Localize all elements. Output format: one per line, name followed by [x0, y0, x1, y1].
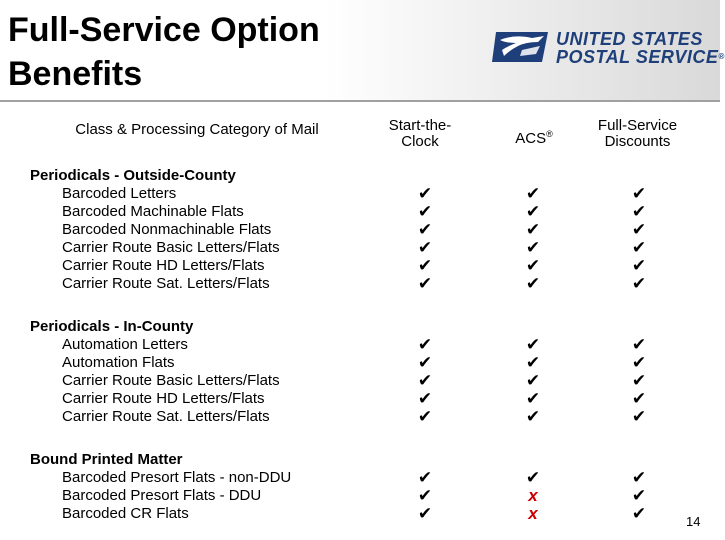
check-mark: ✔ — [631, 184, 647, 203]
check-mark: ✔ — [631, 202, 647, 221]
check-mark: ✔ — [417, 504, 433, 523]
row-label: Barcoded CR Flats — [62, 505, 189, 522]
check-mark: ✔ — [631, 220, 647, 239]
check-mark: ✔ — [525, 407, 541, 426]
column-header-start-the-clock-line2: Clock — [401, 133, 439, 150]
check-mark: ✔ — [417, 389, 433, 408]
row-label: Carrier Route HD Letters/Flats — [62, 390, 265, 407]
check-mark: ✔ — [525, 184, 541, 203]
check-mark: ✔ — [417, 371, 433, 390]
row-label: Automation Flats — [62, 354, 175, 371]
check-mark: ✔ — [631, 335, 647, 354]
column-header-full-service-line1: Full-Service — [597, 117, 678, 134]
acs-registered-mark: ® — [546, 129, 553, 139]
check-mark: ✔ — [631, 274, 647, 293]
check-mark: ✔ — [631, 256, 647, 275]
row-label: Barcoded Presort Flats - non-DDU — [62, 469, 292, 486]
check-mark: ✔ — [525, 468, 541, 487]
check-mark: ✔ — [525, 389, 541, 408]
group-title: Bound Printed Matter — [30, 451, 183, 468]
row-label: Barcoded Nonmachinable Flats — [62, 221, 272, 238]
check-mark: ✔ — [417, 335, 433, 354]
row-label: Barcoded Presort Flats - DDU — [62, 487, 262, 504]
group-periodicals-in-county — [30, 318, 280, 425]
check-mark: ✔ — [631, 353, 647, 372]
column-header-class: Class & Processing Category of Mail — [75, 121, 319, 138]
eagle-icon — [492, 28, 550, 66]
logo-line2: POSTAL SERVICE® — [556, 47, 725, 67]
check-mark: ✔ — [631, 504, 647, 523]
check-mark: ✔ — [631, 407, 647, 426]
check-mark: ✔ — [631, 371, 647, 390]
x-mark: x — [528, 486, 538, 505]
check-mark: ✔ — [525, 353, 541, 372]
row-label: Barcoded Machinable Flats — [62, 203, 244, 220]
check-mark: ✔ — [525, 202, 541, 221]
check-mark: ✔ — [525, 238, 541, 257]
slide-title-line2: Benefits — [8, 55, 143, 93]
column-header-full-service — [590, 118, 685, 150]
column-header-start-the-clock-line1: Start-the- — [388, 117, 452, 134]
row-label: Carrier Route Basic Letters/Flats — [62, 372, 280, 389]
slide-title-line1: Full-Service Option — [8, 11, 320, 49]
check-mark: ✔ — [525, 274, 541, 293]
row-label: Carrier Route Sat. Letters/Flats — [62, 408, 270, 425]
check-mark: ✔ — [631, 486, 647, 505]
check-mark: ✔ — [417, 220, 433, 239]
title-divider — [0, 100, 720, 102]
row-label: Carrier Route HD Letters/Flats — [62, 257, 265, 274]
group-title: Periodicals - In-County — [30, 318, 194, 335]
x-mark: x — [528, 504, 538, 523]
group-periodicals-outside-county — [30, 167, 280, 292]
row-label: Barcoded Letters — [62, 185, 177, 202]
registered-mark: ® — [718, 52, 725, 61]
check-mark: ✔ — [417, 238, 433, 257]
group-title: Periodicals - Outside-County — [30, 167, 236, 184]
row-label: Carrier Route Basic Letters/Flats — [62, 239, 280, 256]
check-mark: ✔ — [417, 184, 433, 203]
column-header-start-the-clock — [380, 118, 460, 150]
row-label: Carrier Route Sat. Letters/Flats — [62, 275, 270, 292]
page-number: 14 — [686, 514, 701, 529]
usps-logo — [492, 28, 725, 68]
check-mark: ✔ — [525, 371, 541, 390]
check-mark: ✔ — [417, 468, 433, 487]
slide-title — [8, 8, 428, 96]
check-mark: ✔ — [417, 274, 433, 293]
check-mark: ✔ — [417, 202, 433, 221]
check-mark: ✔ — [417, 256, 433, 275]
column-header-full-service-line2: Discounts — [604, 133, 671, 150]
check-mark: ✔ — [525, 335, 541, 354]
column-header-acs: ACS® — [515, 129, 553, 147]
check-mark: ✔ — [525, 220, 541, 239]
logo-wordmark — [556, 30, 725, 66]
logo-line1: UNITED STATES — [556, 29, 703, 49]
check-mark: ✔ — [417, 407, 433, 426]
check-mark: ✔ — [417, 353, 433, 372]
check-mark: ✔ — [631, 389, 647, 408]
check-mark: ✔ — [525, 256, 541, 275]
check-mark: ✔ — [417, 486, 433, 505]
row-label: Automation Letters — [62, 336, 188, 353]
group-bound-printed-matter — [30, 451, 292, 522]
check-mark: ✔ — [631, 238, 647, 257]
check-mark: ✔ — [631, 468, 647, 487]
